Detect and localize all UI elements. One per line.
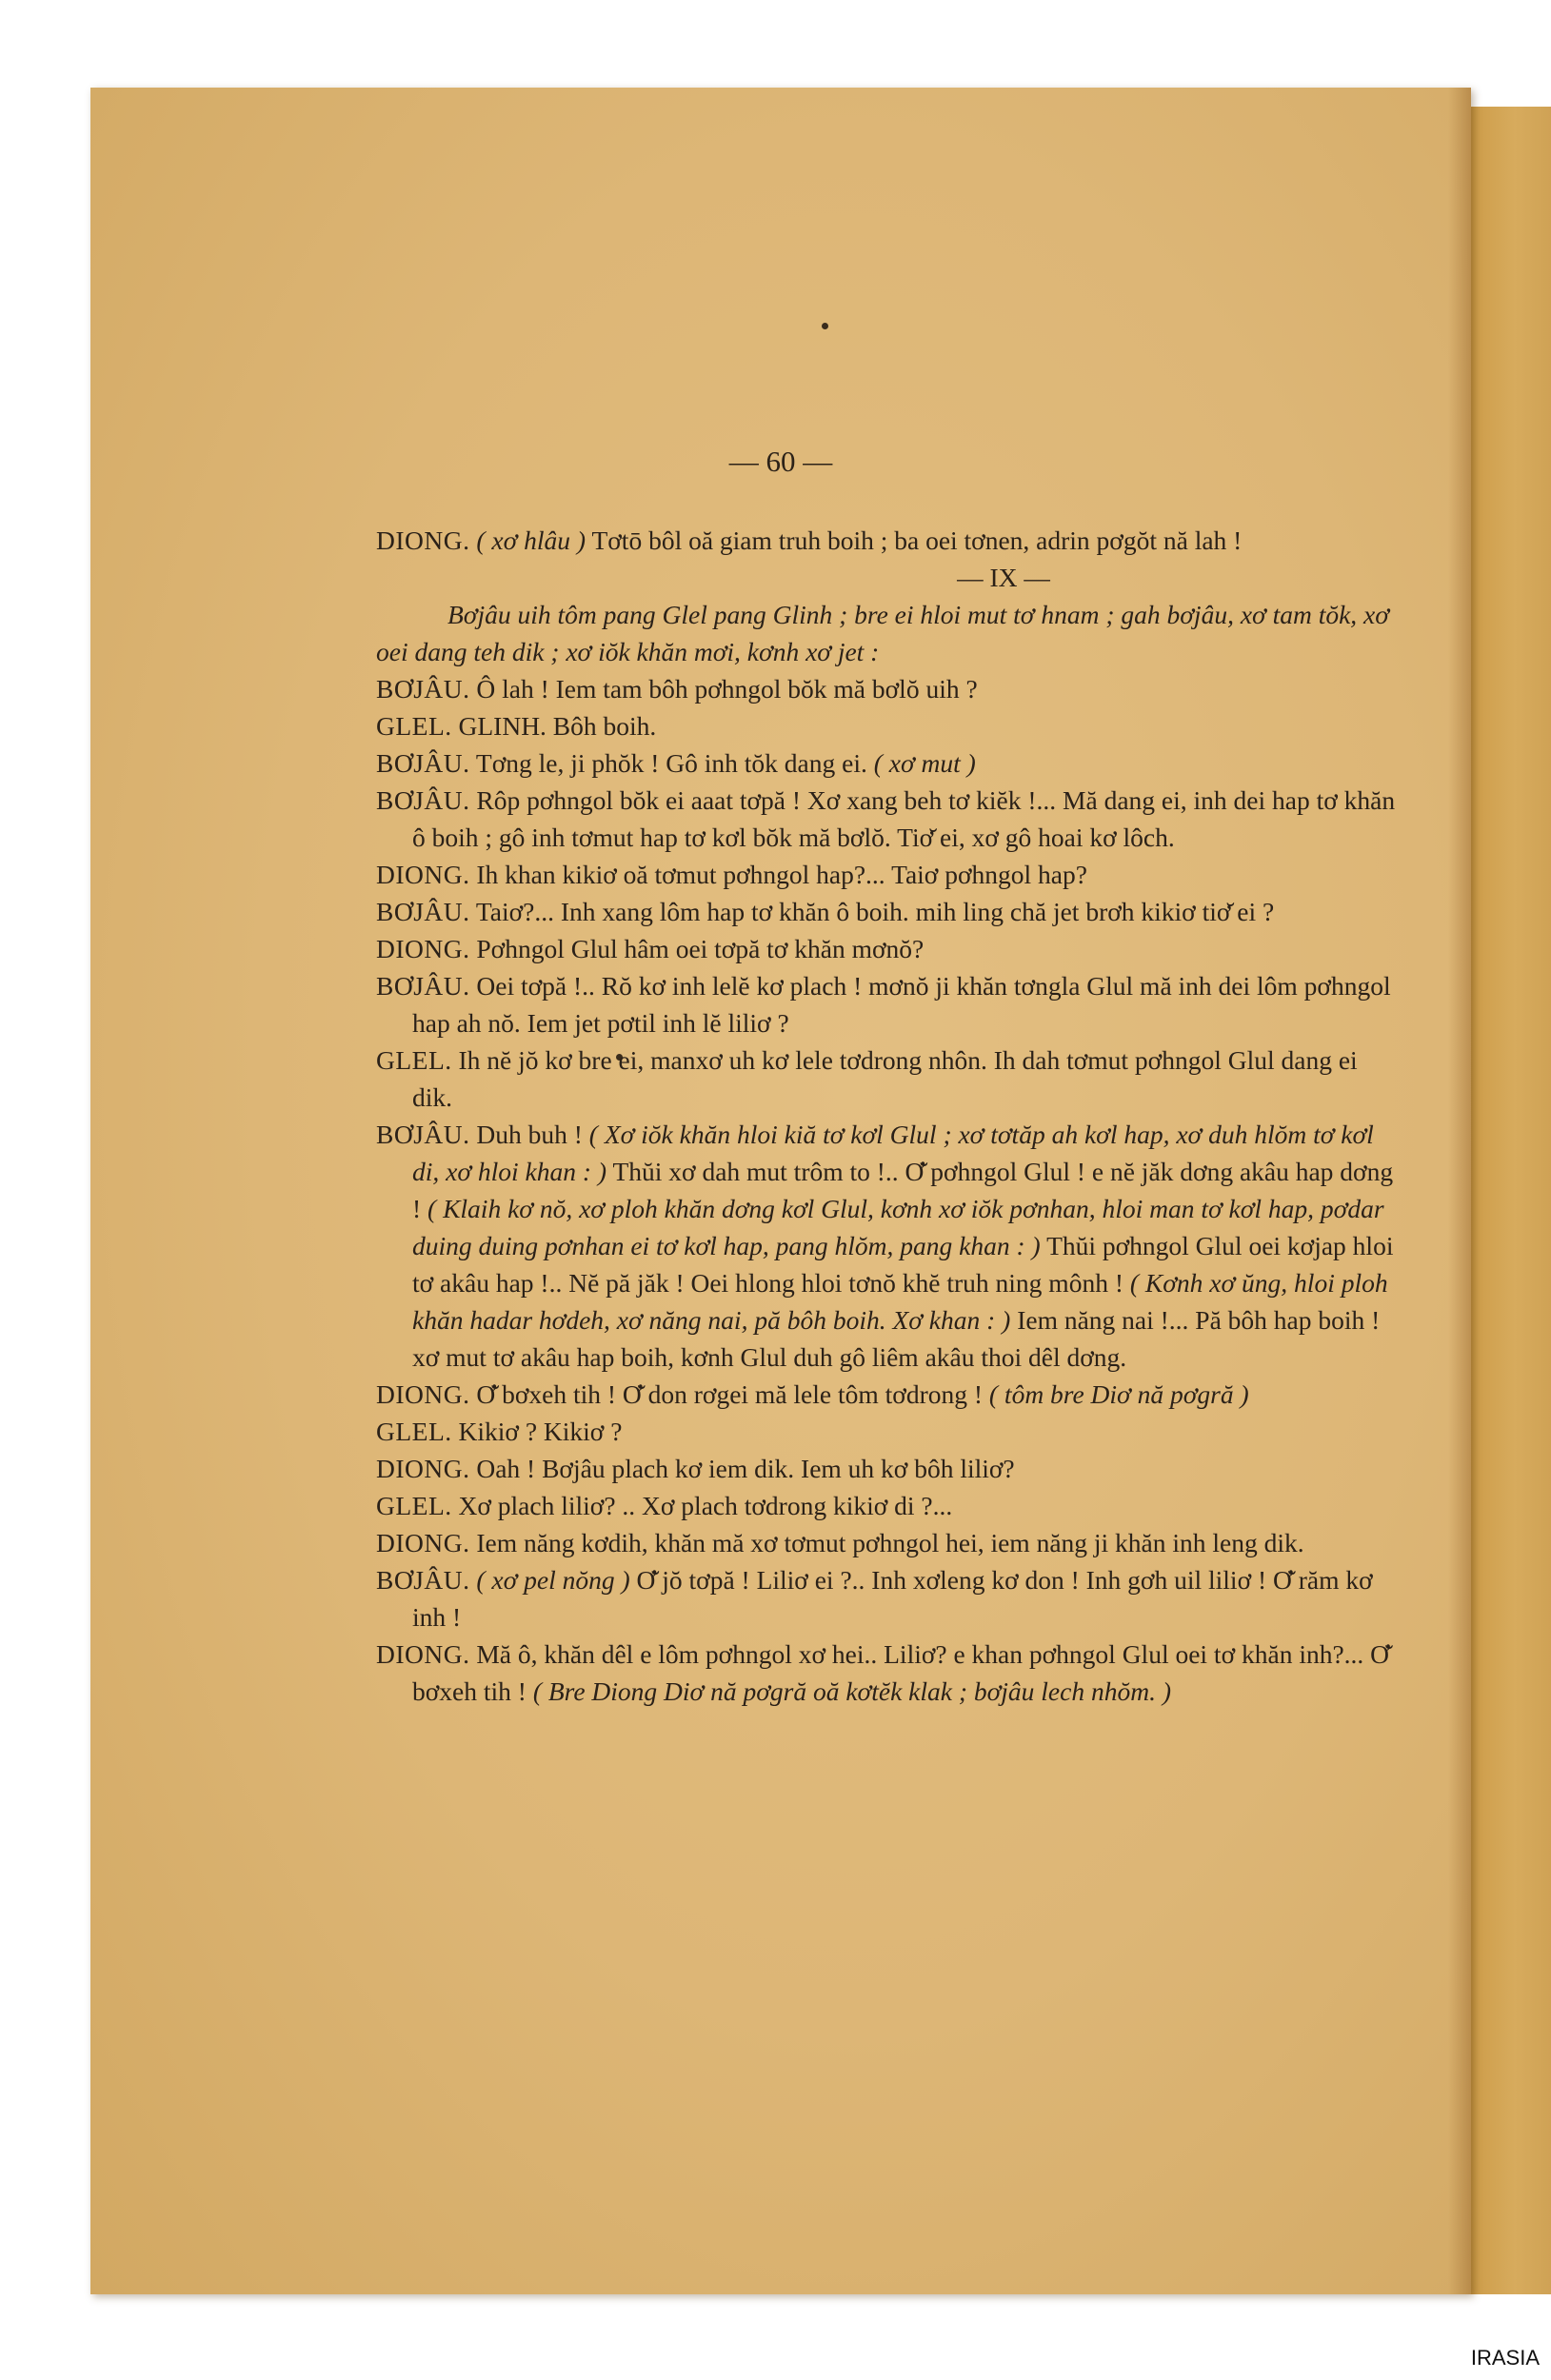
speaker-name: GLEL. <box>376 1045 452 1075</box>
speaker-name: BƠJÂU. <box>376 1565 470 1595</box>
section-heading: — IX — <box>957 563 1050 592</box>
spoken-text: GLINH. Bôh boih. <box>458 711 657 741</box>
stage-direction-inline: ( Bre Diong Diơ nă pơgră oă kơtĕk klak ; bơjâu lech nhŏm. ) <box>532 1676 1171 1706</box>
dialogue-line <box>376 967 1402 1041</box>
speaker-name: DIONG. <box>376 1379 470 1409</box>
dialogue-line <box>376 522 1402 559</box>
stage-direction-inline: ( xơ mut ) <box>873 748 976 778</box>
spoken-text: Pơhngol Glul hâm oei tơpă tơ khăn mơnŏ? <box>476 934 925 963</box>
stage-direction-inline: ( xơ hlâu ) <box>476 526 587 555</box>
watermark-signature: IRASIA <box>1470 2346 1540 2370</box>
spoken-text: Thŭi xơ dah mut trôm to !.. Ơ̆ pơhngol Glul ! e nĕ jăk dơng akâu hap dơng ! <box>412 1157 1394 1223</box>
speaker-name: BƠJÂU. <box>376 1120 470 1149</box>
speaker-name: BƠJÂU. <box>376 971 470 1001</box>
dialogue-line <box>376 707 1402 744</box>
spoken-text: Tơtō bôl oă giam truh boih ; ba oei tơnen, adrin pơgŏt nă lah ! <box>591 526 1243 555</box>
dialogue-line <box>376 856 1402 893</box>
dialogue-text <box>376 522 1402 1710</box>
speaker-name: BƠJÂU. <box>376 785 470 815</box>
dialogue-line <box>376 930 1402 967</box>
speaker-name: BƠJÂU. <box>376 674 470 704</box>
spoken-text: Kikiơ ? Kikiơ ? <box>458 1417 623 1446</box>
dialogue-line <box>376 893 1402 930</box>
spoken-text: Ơ̆ jŏ tơpă ! Liliơ ei ?.. Inh xơleng kơ don ! Inh gơh uil liliơ ! Ơ̆ răm kơ inh ! <box>412 1565 1373 1632</box>
dialogue-line <box>376 782 1402 856</box>
speaker-name: DIONG. <box>376 1454 470 1483</box>
spoken-text: Oei tơpă !.. Rŏ kơ inh lelĕ kơ plach ! mơnŏ ji khăn tơngla Glul mă inh dei lôm pơhngol hap ah nŏ. Iem jet pơtil inh lĕ liliơ ? <box>412 971 1391 1038</box>
spoken-text: Taiơ?... Inh xang lôm hap tơ khăn ô boih. mih ling chă jet brơh kikiơ tiơ̆ ei ? <box>475 897 1275 926</box>
stage-direction-inline: ( Klaih kơ nŏ, xơ ploh khăn dơng kơl Glul, kơnh xơ iŏk pơnhan, hloi man tơ kơl hap, pơdar duing duing pơnhan ei tơ kơl hap, pang hlŏm, pang khan : ) <box>412 1194 1384 1260</box>
speaker-name: BƠJÂU. <box>376 897 470 926</box>
speaker-name: DIONG. <box>376 860 470 889</box>
dialogue-line <box>376 1376 1402 1413</box>
stage-direction-inline: ( Xơ iŏk khăn hloi kiă tơ kơl Glul ; xơ tơtăp ah kơl hap, xơ duh hlŏm tơ kơl di, xơ hloi khan : ) <box>412 1120 1374 1186</box>
spoken-text: Ơ̆ bơxeh tih ! Ơ̆ don rơgei mă lele tôm tơdrong ! <box>476 1379 984 1409</box>
dialogue-line <box>376 1413 1402 1450</box>
dialogue-line <box>376 670 1402 707</box>
spoken-text: Rôp pơhngol bŏk ei aaat tơpă ! Xơ xang beh tơ kiĕk !... Mă dang ei, inh dei hap tơ khăn ô boih ; gô inh tơmut hap tơ kơl bŏk mă bơlŏ. Tiơ̆ ei, xơ gô hoai kơ lôch. <box>412 785 1396 852</box>
ink-speck <box>822 323 828 329</box>
spoken-text: Duh buh ! <box>476 1120 583 1149</box>
page-number: — 60 — <box>728 445 833 478</box>
speaker-name: GLEL. <box>376 711 452 741</box>
speaker-name: DIONG. <box>376 526 470 555</box>
dialogue-line <box>376 744 1402 782</box>
next-page-edge <box>1462 107 1551 2294</box>
spoken-text: Oah ! Bơjâu plach kơ iem dik. Iem uh kơ bôh liliơ? <box>476 1454 1015 1483</box>
stage-direction: Bơjâu uih tôm pang Glel pang Glinh ; bre ei hloi mut tơ hnam ; gah bơjâu, xơ tam tŏk, xơ oei dang teh dik ; xơ iŏk khăn mơi, kơnh xơ jet : <box>376 600 1389 666</box>
spoken-text: Thŭi pơhngol Glul oei kơjap hloi tơ akâu hap !.. Nĕ pă jăk ! Oei hlong hloi tơnŏ khĕ truh ning mônh ! <box>412 1231 1394 1298</box>
spoken-text: Ih khan kikiơ oă tơmut pơhngol hap?... Taiơ pơhngol hap? <box>476 860 1087 889</box>
spoken-text: Ô lah ! Iem tam bôh pơhngol bŏk mă bơlŏ uih ? <box>476 674 978 704</box>
book-page <box>90 88 1471 2294</box>
speaker-name: DIONG. <box>376 1528 470 1557</box>
dialogue-line <box>376 1524 1402 1561</box>
spoken-text: Tơng le, ji phŏk ! Gô inh tŏk dang ei. <box>475 748 867 778</box>
spoken-text: Iem năng kơdih, khăn mă xơ tơmut pơhngol hei, iem năng ji khăn inh leng dik. <box>476 1528 1304 1557</box>
dialogue-line <box>376 1450 1402 1487</box>
speaker-name: DIONG. <box>376 1639 470 1669</box>
speaker-name: GLEL. <box>376 1417 452 1446</box>
spoken-text: Ih nĕ jŏ kơ bre ei, manxơ uh kơ lele tơdrong nhôn. Ih dah tơmut pơhngol Glul dang ei dik. <box>412 1045 1358 1112</box>
dialogue-line <box>376 1116 1402 1376</box>
stage-direction-inline: ( Kơnh xơ ŭng, hloi ploh khăn hadar hơdeh, xơ năng nai, pă bôh boih. Xơ khan : ) <box>412 1268 1388 1335</box>
speaker-name: DIONG. <box>376 934 470 963</box>
dialogue-line <box>376 1561 1402 1636</box>
stage-direction-inline: ( xơ pel nŏng ) <box>476 1565 630 1595</box>
spoken-text: Xơ plach liliơ? .. Xơ plach tơdrong kikiơ di ?... <box>458 1491 953 1520</box>
dialogue-line <box>376 1041 1402 1116</box>
speaker-name: GLEL. <box>376 1491 452 1520</box>
speaker-name: BƠJÂU. <box>376 748 470 778</box>
dialogue-line <box>376 1487 1402 1524</box>
dialogue-line <box>376 1636 1402 1710</box>
spoken-text: Mă ô, khăn dêl e lôm pơhngol xơ hei.. Liliơ? e khan pơhngol Glul oei tơ khăn inh?... Ơ̆ bơxeh tih ! <box>412 1639 1390 1706</box>
stage-direction-inline: ( tôm bre Diơ nă pơgră ) <box>988 1379 1249 1409</box>
spoken-text: Iem năng nai !... Pă bôh hap boih ! xơ mut tơ akâu hap boih, kơnh Glul duh gô liêm akâu thoi dêl dơng. <box>412 1305 1381 1372</box>
